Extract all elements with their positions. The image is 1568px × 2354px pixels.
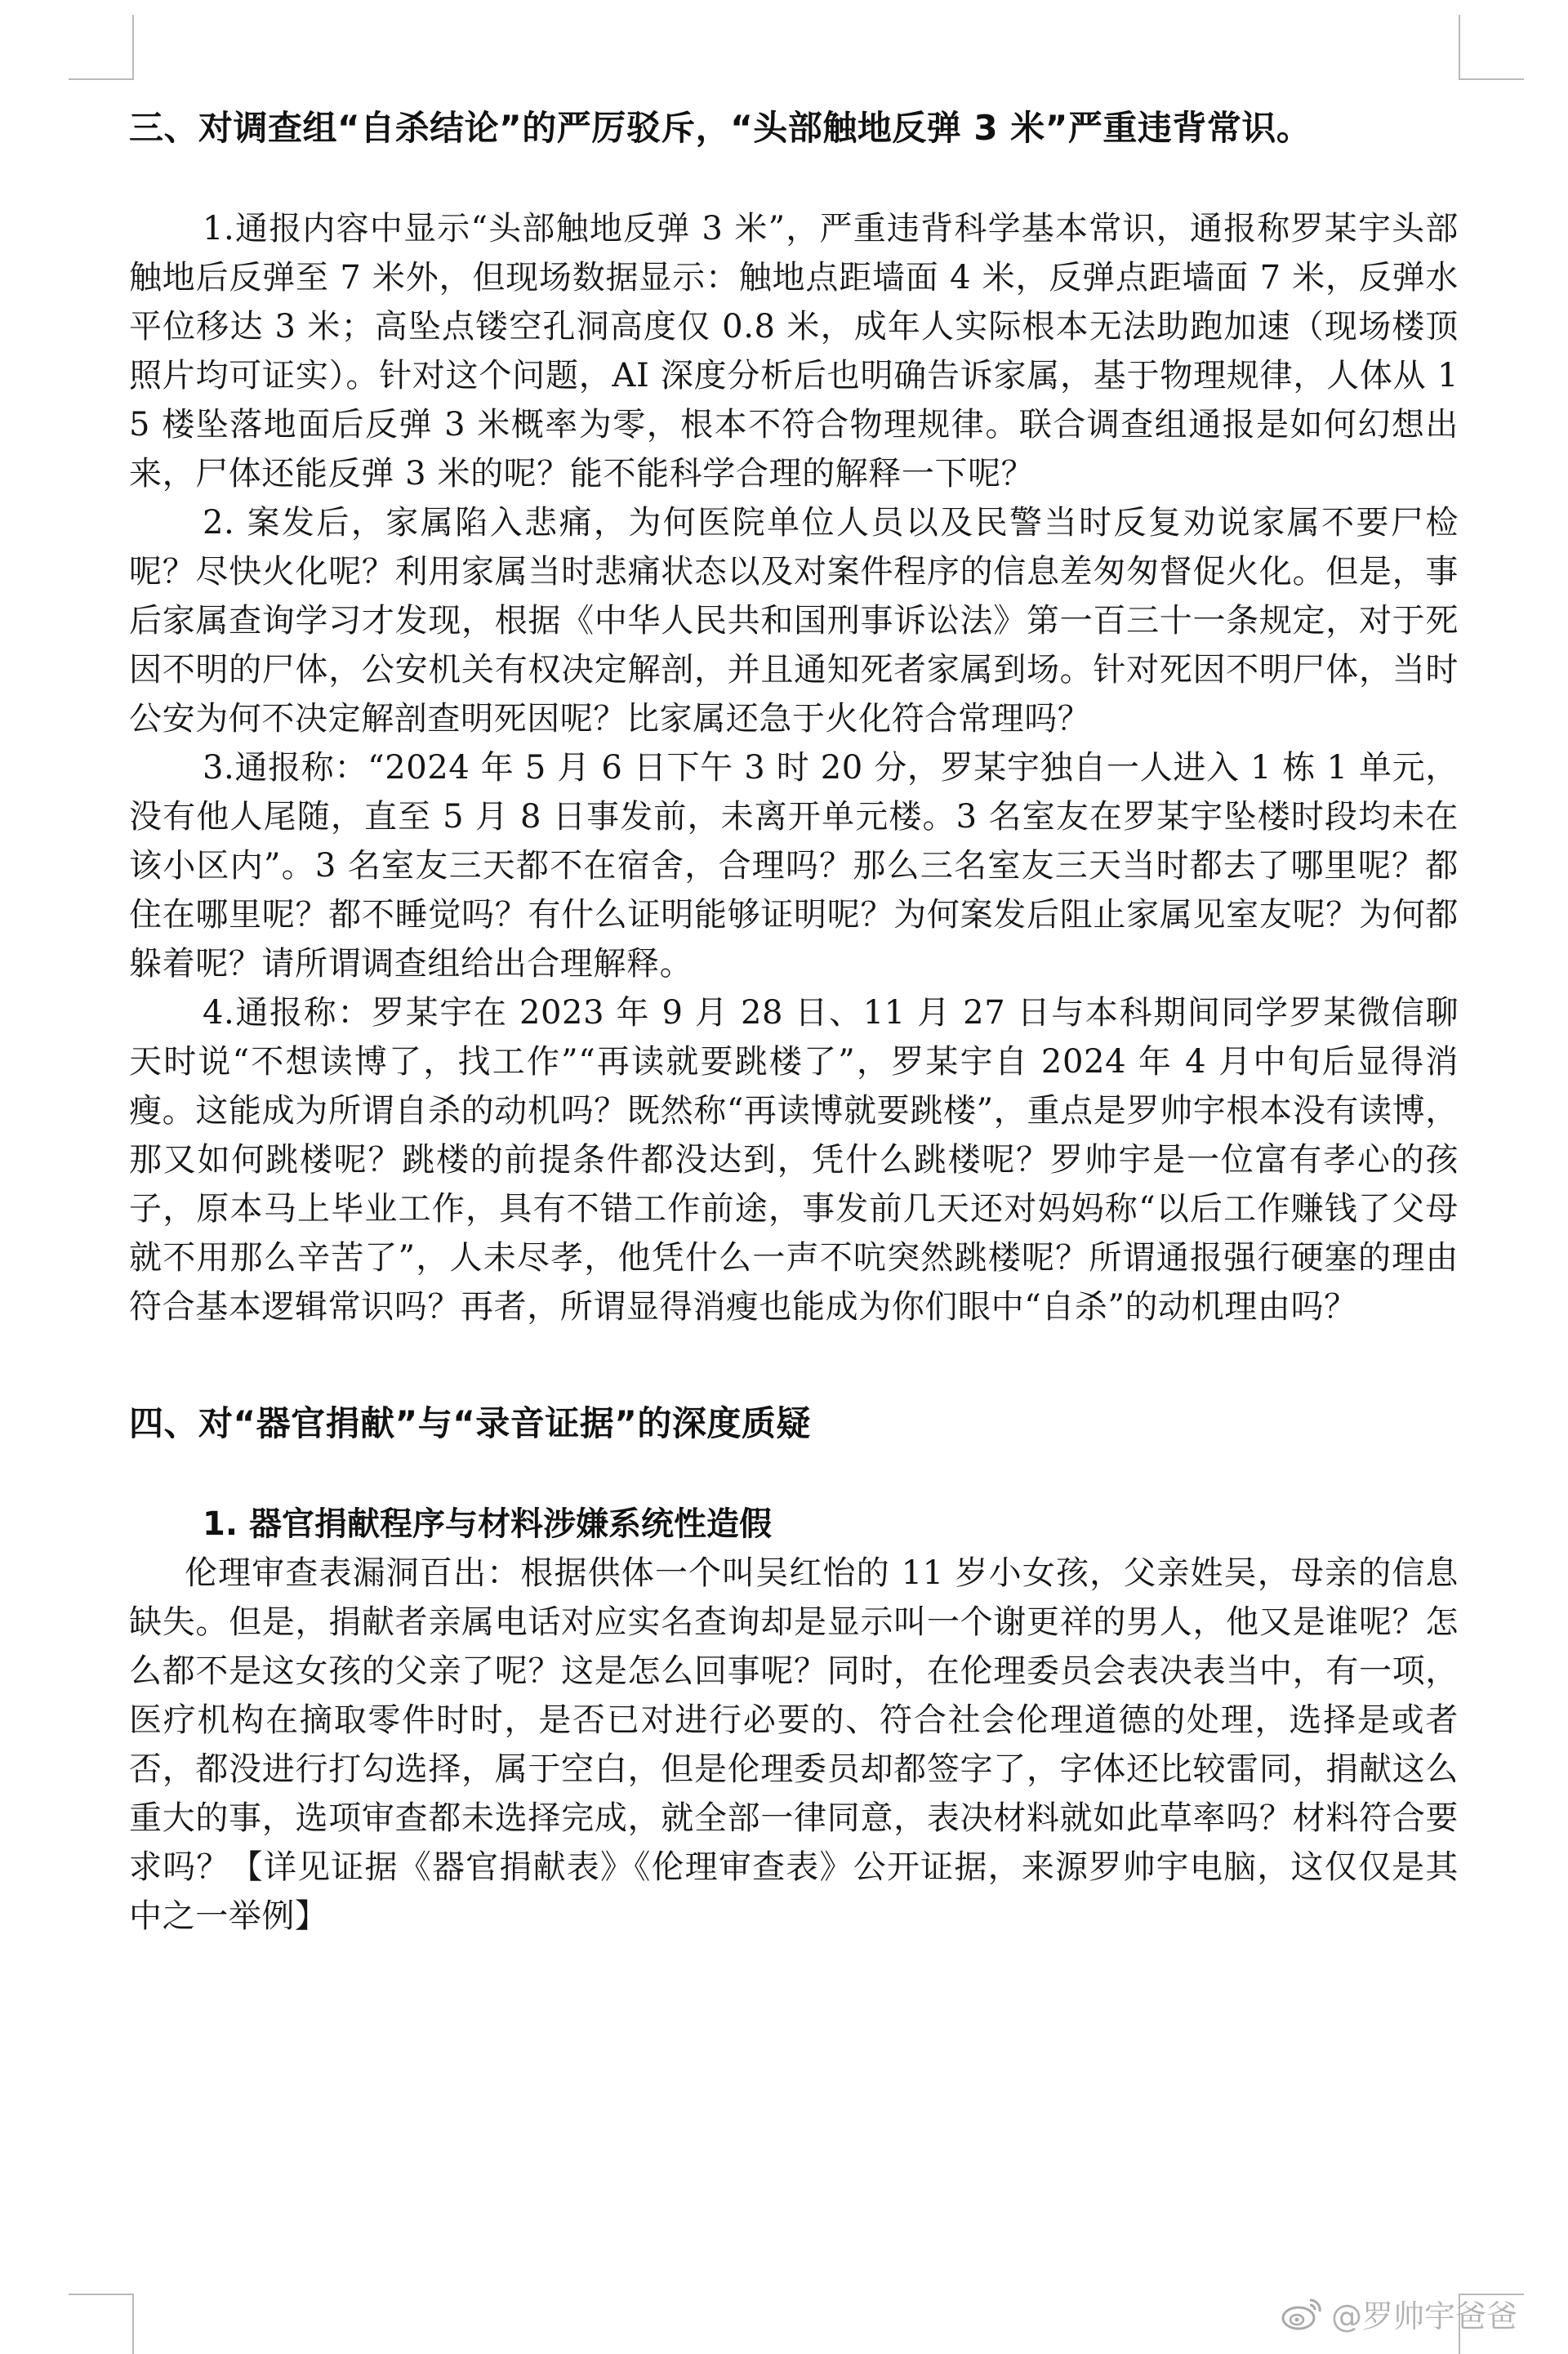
- document-body: [129, 105, 1459, 1941]
- section-4-paragraph-1: 伦理审查表漏洞百出：根据供体一个叫吴红怡的 11 岁小女孩，父亲姓吴，母亲的信息缺失。但是，捐献者亲属电话对应实名查询却是显示叫一个谢更祥的男人，他又是谁呢？怎么都不是这女孩的父亲了呢？这是怎么回事呢？同时，在伦理委员会表决表当中，有一项，医疗机构在摘取零件时时，是否已对进行必要的、符合社会伦理道德的处理，选择是或者否，都没进行打勾选择，属于空白，但是伦理委员却都签字了，字体还比较雷同，捐献这么重大的事，选项审查都未选择完成，就全部一律同意，表决材料就如此草率吗？材料符合要求吗？【详见证据《器官捐献表》《伦理审查表》公开证据，来源罗帅宇电脑，这仅仅是其中之一举例】: [129, 1554, 1459, 1935]
- section-3-paragraph-4: 4.通报称：罗某宇在 2023 年 9 月 28 日、11 月 27 日与本科期间同学罗某微信聊天时说“不想读博了，找工作”“再读就要跳楼了”，罗某宇自 2024 年 4 月中旬后显得消瘦。这能成为所谓自杀的动机吗？既然称“再读博就要跳楼”，重点是罗帅宇根本没有读博，那又如何跳楼呢？跳楼的前提条件都没达到，凭什么跳楼呢？罗帅宇是一位富有孝心的孩子，原本马上毕业工作，具有不错工作前途，事发前几天还对妈妈称“以后工作赚钱了父母就不用那么辛苦了”，人未尽孝，他凭什么一声不吭突然跳楼呢？所谓通报强行硬塞的理由符合基本逻辑常识吗？再者，所谓显得消瘦也能成为你们眼中“自杀”的动机理由吗？: [129, 994, 1459, 1326]
- weibo-icon: [1281, 2295, 1323, 2331]
- crop-mark-top-left: [69, 15, 134, 80]
- section-4-heading: 四、对“器官捐献”与“录音证据”的深度质疑: [129, 1403, 811, 1443]
- section-3-paragraph-2: 2. 案发后，家属陷入悲痛，为何医院单位人员以及民警当时反复劝说家属不要尸检呢？尽快火化呢？利用家属当时悲痛状态以及对案件程序的信息差匆匆督促火化。但是，事后家属查询学习才发现，根据《中华人民共和国刑事诉讼法》第一百三十一条规定，对于死因不明的尸体，公安机关有权决定解剖，并且通知死者家属到场。针对死因不明尸体，当时公安为何不决定解剖查明死因呢？比家属还急于火化符合常理吗？: [129, 504, 1459, 738]
- section-3-paragraph-1: 1.通报内容中显示“头部触地反弹 3 米”，严重违背科学基本常识，通报称罗某宇头部触地后反弹至 7 米外，但现场数据显示：触地点距墙面 4 米，反弹点距墙面 7 米，反弹水平位移达 3 米；高坠点镂空孔洞高度仅 0.8 米，成年人实际根本无法助跑加速（现场楼顶照片均可证实）。针对这个问题，AI 深度分析后也明确告诉家属，基于物理规律，人体从 15 楼坠落地面后反弹 3 米概率为零，根本不符合物理规律。联合调查组通报是如何幻想出来，尸体还能反弹 3 米的呢？能不能科学合理的解释一下呢？: [129, 210, 1459, 493]
- watermark-text: @罗帅宇爸爸: [1330, 2298, 1517, 2334]
- crop-mark-bottom-left: [69, 2294, 134, 2354]
- weibo-watermark: [1281, 2289, 1517, 2338]
- section-3-paragraph-3: 3.通报称：“2024 年 5 月 6 日下午 3 时 20 分，罗某宇独自一人进入 1 栋 1 单元，没有他人尾随，直至 5 月 8 日事发前，未离开单元楼。3 名室友在罗某宇坠楼时段均未在该小区内”。3 名室友三天都不在宿舍，合理吗？那么三名室友三天当时都去了哪里呢？都住在哪里呢？都不睡觉吗？有什么证明能够证明呢？为何案发后阻止家属见室友呢？为何都躲着呢？请所谓调查组给出合理解释。: [129, 749, 1459, 983]
- crop-mark-top-right: [1459, 15, 1524, 80]
- section-4-subheading: 1. 器官捐献程序与材料涉嫌系统性造假: [203, 1505, 772, 1543]
- section-3-heading: 三、对调查组“自杀结论”的严厉驳斥，“头部触地反弹 3 米”严重违背常识。: [129, 108, 1312, 148]
